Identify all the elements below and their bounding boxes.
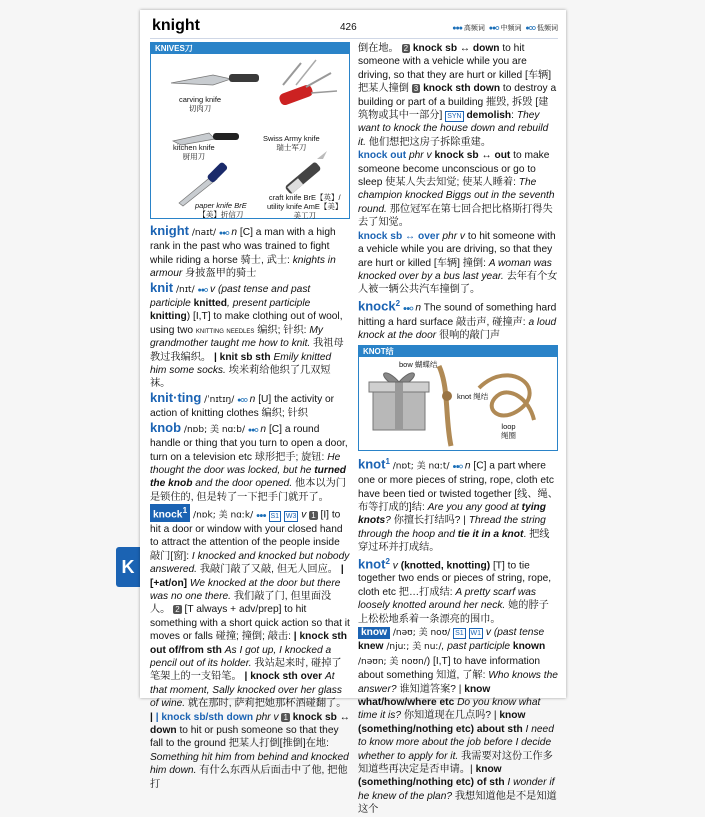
frequency-legend: ●●● 高频词 ●●● 中频词 ●●● 低频词 (452, 25, 558, 32)
frequency-dots-icon: ●●● (197, 286, 208, 294)
rope-knot-icon (439, 366, 452, 446)
right-column (358, 42, 558, 817)
frequency-dots-icon: ●●● (237, 396, 247, 404)
knives-panel-title: KNIVES刀 (151, 43, 349, 54)
left-column (150, 42, 350, 791)
frequency-dots-icon: ●●● (402, 305, 413, 313)
frequency-dots-icon: ●●● (452, 463, 463, 471)
swiss-army-knife-icon (278, 60, 337, 106)
entry-knitting: knit·ting /ˈnɪtɪŋ/ ●●● n [U] the activity or action of knitting clothes 编织; 针织 (150, 389, 335, 420)
guide-word: knight (152, 17, 200, 34)
know-headword-badge: know (358, 627, 390, 639)
entry-knob: knob /nɒb; 美 nɑːb/ ●●● n [C] a round handle or thing that you turn to open a door, turn on a television etc 球形把手; 旋钮: He thought the door was locked, but he turned the knob and the door opened. 他本以为门是锁住的, 但是转了一下把手门就开了。 (150, 419, 348, 503)
entry-knot-noun: knot$^1$ /nɒt; 美 nɑːt/ ●●● n [C] a part where one or more pieces of string, rope, cloth etc have been tied or twisted together [线、绳、布等打成的]结: Are you any good at tying knots? 你擅长打结吗? | Thread the string through the hoop and tie it in a knot. 把线穿过环并打成结。 (358, 456, 558, 554)
knot-illustration-panel: KNOT结 bow 蝴蝶结 knot 绳结 loop 绳圈 (358, 345, 558, 451)
low-frequency-dots-icon: ●●● (525, 25, 536, 32)
entry-knot-verb: knot$^2$ v (knotted, knotting) [T] to tie together two ends or pieces of string, rope, cloth etc 把…打成结: A pretty scarf was loosely knotted around her neck. 她的脖子上松松地系着一条漂亮的围巾。 (358, 555, 552, 625)
entry-know: know /nəʊ; 美 noʊ/ S1 W1 v (past tense knew /njuː; 美 nuː/, past participle known /nəʊn; 美 noʊn/) [I,T] to have information about something 知道, 了解: Who knows the answer? 谁知道答案? | know what/how/where etc Do you know what time it is? 你知道现在几点吗? | know (something/nothing etc) about sth I need to know more about the job before I decide whether to apply for it. 我需要对这份工作多知道些再决定是否申请。| know (something/nothing etc) of sth I wonder if he knew of the plan? 我想知道他是不是知道这个 (358, 626, 558, 816)
knot-illustration (359, 358, 557, 448)
dictionary-page (140, 10, 566, 816)
knives-illustration-panel: KNIVES刀 carving knife 切肉刀 kitchen knife 厨用刀 Swiss Army knife 瑞士军刀 paper knife BrE 【美】折信刀 craft knife BrE【英】/ utility knife AmE【美】 美工刀 (150, 42, 350, 219)
gift-box-icon (369, 373, 429, 430)
craft-knife-icon (284, 151, 327, 195)
frequency-dots-icon: ●●● (247, 426, 258, 434)
thumb-tab-k: K (116, 547, 140, 587)
entry-knock-down-continued: 倒在地。 2 knock sb ↔ down to hit someone with a vehicle while you are driving, so that they are hurt or killed [车辆] 把某人撞倒 3 knock sth down to destroy a building or part of a building 摧毁, 拆毁 [建筑物或其中一部分] SYN demolish: They want to knock the house down and rebuild it. 他们想把这房子拆除重建。 (358, 43, 557, 148)
entry-knit: knit /nɪt/ ●●● v (past tense and past participle knitted, present participle knitting) [I,T] to make clothing out of wool, using two knitting needles 编织; 针织: My grandmother taught me how to knit. 我祖母教过我编织。 | knit sb sth Emily knitted him some socks. 埃米莉给他织了几双短袜。 (150, 279, 344, 390)
entry-knock-over: knock sb ↔ over phr v to hit someone with a vehicle while you are driving, so that they are hurt or killed [车辆] 撞倒: A woman was knocked over by a bus last year. 去年有个女人被一辆公共汽车撞倒了。 (358, 230, 558, 296)
entry-knock-verb: knock$^1$ /nɒk; 美 nɑːk/ ●●● S1 W3 v 1 [I] to hit a door or window with your closed hand to attract the attention of the people inside 敲门[窗]: I knocked and knocked but nobody answered. 我敲门敲了又敲, 但无人回应。 | [+at/on] We knocked at the door but there was no one there. 我们敲了门, 但里面没人。 2 [T always + adv/prep] to hit something with a short quick action so that it moves or falls 碰撞; 撞倒; 敲击: | knock sth out of/from sth As I got up, I knocked a pencil out of its holder. 我站起来时, 碰掉了笔架上的一支铅笔。 | knock sth over At that moment, Sally knocked over her glass of wine. 就在那时, 萨莉把她那杯酒碰翻了。 | | knock sb/sth down phr v 1 knock sb ↔ down to hit or push someone so that they fall to the ground 把某人打倒[推倒]在地: Something hit him from behind and knocked him down. 有什么东西从后面击中了他, 把他打 (150, 505, 350, 790)
paper-knife-icon (179, 161, 228, 206)
high-frequency-dots-icon: ●●● (452, 25, 462, 32)
entry-knock-out: knock out phr v knock sb ↔ out to make someone become unconscious or go to sleep 使某人失去知觉; 使某人睡着: The champion knocked Biggs out in the seventh round. 那位冠军在第七回合把比格斯打得失去了知觉。 (358, 150, 555, 229)
mid-frequency-dots-icon: ●●● (488, 25, 499, 32)
page-header (150, 16, 558, 39)
entry-knight: knight /naɪt/ ●●● n [C] a man with a high rank in the past who was trained to fight while riding a horse 骑士, 武士: knights in armour 身披盔甲的骑士 (150, 223, 336, 280)
page-number: 426 (340, 22, 357, 33)
entry-knock-noun: knock$^2$ ●●● n The sound of something hard hitting a hard surface 敲击声, 碰撞声: a loud knock at the door 很响的敲门声 (358, 298, 557, 341)
knock-headword-badge: knock$^1$ (150, 504, 190, 521)
frequency-dots-icon: ●●● (255, 512, 266, 520)
frequency-dots-icon: ●●● (218, 230, 229, 237)
knot-panel-title: KNOT结 (359, 346, 557, 357)
carving-knife-icon (171, 74, 259, 85)
